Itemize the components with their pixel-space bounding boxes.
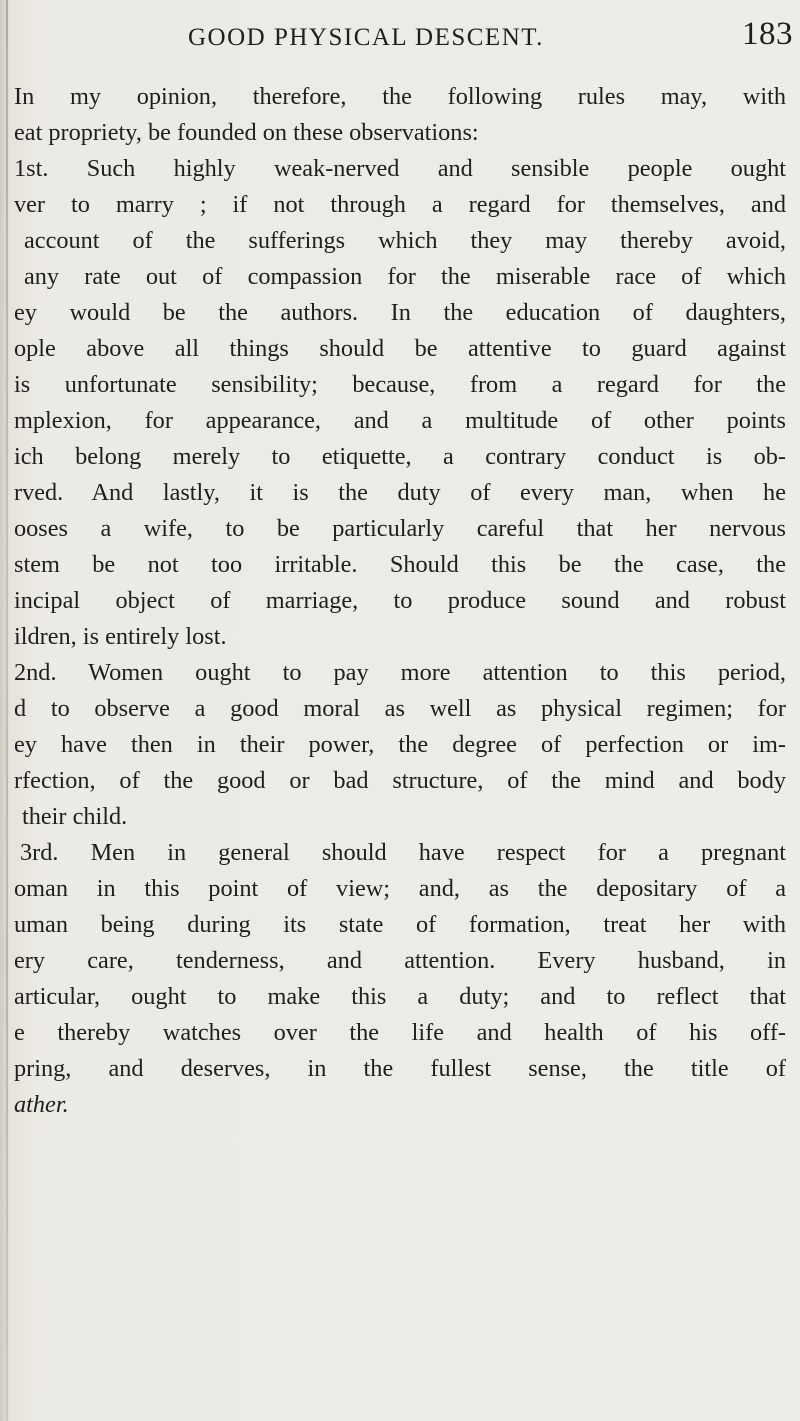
text-line: ey would be the authors. In the education of daughters, [14,299,786,326]
text-line: ople above all things should be attentive to guard against [14,335,786,362]
text-line: eat propriety, be founded on these observations: [14,119,479,146]
text-line: rfection, of the good or bad structure, of the mind and body [14,767,786,794]
text-line: In my opinion, therefore, the following rules may, with [14,83,786,110]
text-line: uman being during its state of formation, treat her with [14,911,786,938]
text-line: 1st. Such highly weak-nerved and sensible people ought [14,155,786,182]
text-line: ildren, is entirely lost. [14,623,227,650]
text-line: 3rd. Men in general should have respect for a pregnant [20,839,786,866]
page-header [0,10,800,50]
text-line: incipal object of marriage, to produce sound and robust [14,587,786,614]
text-line: account of the sufferings which they may thereby avoid, [24,227,786,254]
text-line: is unfortunate sensibility; because, from a regard for the [14,371,786,398]
text-line: articular, ought to make this a duty; and to reflect that [14,983,786,1010]
text-line: any rate out of compassion for the miserable race of which [24,263,786,290]
text-line: oman in this point of view; and, as the depositary of a [14,875,786,902]
text-line: e thereby watches over the life and health of his off- [14,1019,786,1046]
text-line: rved. And lastly, it is the duty of every man, when he [14,479,786,506]
text-line: stem be not too irritable. Should this be the case, the [14,551,786,578]
text-line: ooses a wife, to be particularly careful that her nervous [14,515,786,542]
text-line: mplexion, for appearance, and a multitude of other points [14,407,786,434]
text-line: ey have then in their power, the degree of perfection or im- [14,731,786,758]
running-title: GOOD PHYSICAL DESCENT. [188,24,544,51]
page-gutter-edge [6,0,8,1421]
text-line: ich belong merely to etiquette, a contrary conduct is ob- [14,443,786,470]
text-line: 2nd. Women ought to pay more attention to this period, [14,659,786,686]
text-line: ery care, tenderness, and attention. Every husband, in [14,947,786,974]
text-line: d to observe a good moral as well as physical regimen; for [14,695,786,722]
text-line: ather. [14,1091,69,1118]
text-line: pring, and deserves, in the fullest sense, the title of [14,1055,786,1082]
page-number: 183 [742,16,793,52]
text-line: ver to marry ; if not through a regard for themselves, and [14,191,786,218]
text-line: their child. [22,803,128,830]
